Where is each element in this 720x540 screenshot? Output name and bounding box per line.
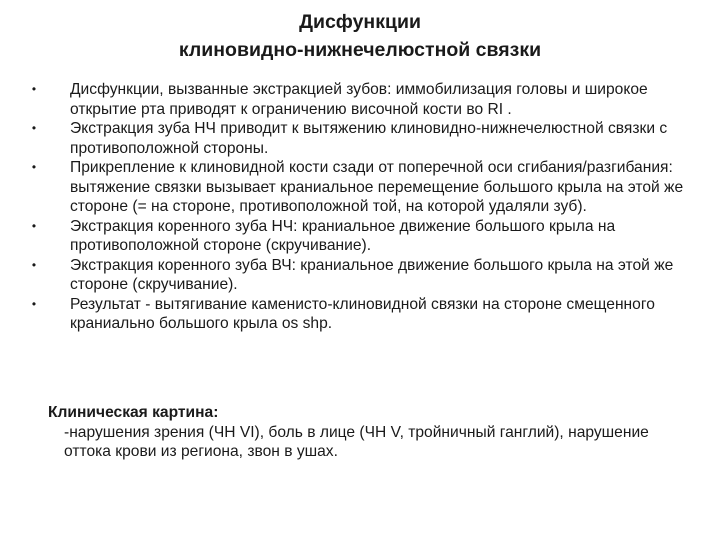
title-line-2: клиновидно-нижнечелюстной связки <box>178 39 542 61</box>
title-line-1: Дисфункции <box>299 11 421 33</box>
list-item <box>28 158 700 217</box>
bullet-icon: • <box>31 160 37 174</box>
list-item <box>28 256 700 295</box>
list-item-text: Экстракция зуба НЧ приводит к вытяжению клиновидно-нижнечелюстной связки с противоположной стороны. <box>70 120 668 157</box>
list-item <box>28 80 700 119</box>
list-item-text: Прикрепление к клиновидной кости сзади от поперечной оси сгибания/разгибания: вытяжение связки вызывает краниальное перемещение большого крыла на этой же стороне (= на стороне, противоположной той, на которой удаляли зуб). <box>70 159 684 215</box>
list-item <box>28 295 700 334</box>
bullet-icon: • <box>31 296 37 311</box>
list-item <box>28 217 700 256</box>
list-item-text: Экстракция коренного зуба ВЧ: краниальное движение большого крыла на этой же стороне (скручивание). <box>70 256 674 293</box>
clinical-heading: Клиническая картина: <box>48 404 219 421</box>
list-item-text: Дисфункции, вызванные экстракцией зубов: иммобилизация головы и широкое открытие рта приводят к ограничению височной кости во RI . <box>70 81 648 118</box>
list-item-text: Экстракция коренного зуба НЧ: краниальное движение большого крыла на противоположной стороне (скручивание). <box>70 217 616 254</box>
bullet-list <box>28 80 700 334</box>
list-item <box>28 119 700 158</box>
bullet-icon: • <box>31 82 37 96</box>
bullet-icon: • <box>31 121 37 135</box>
page-title <box>0 8 720 64</box>
clinical-picture-section <box>48 403 688 462</box>
list-item-text: Результат - вытягивание каменисто-клиновидной связки на стороне смещенного краниально большого крыла os shp. <box>70 295 655 332</box>
bullet-icon: • <box>31 218 37 233</box>
bullet-icon: • <box>31 257 37 272</box>
clinical-body: -нарушения зрения (ЧН VI), боль в лице (ЧН V, тройничный ганглий), нарушение оттока крови из региона, звон в ушах. <box>64 423 649 460</box>
